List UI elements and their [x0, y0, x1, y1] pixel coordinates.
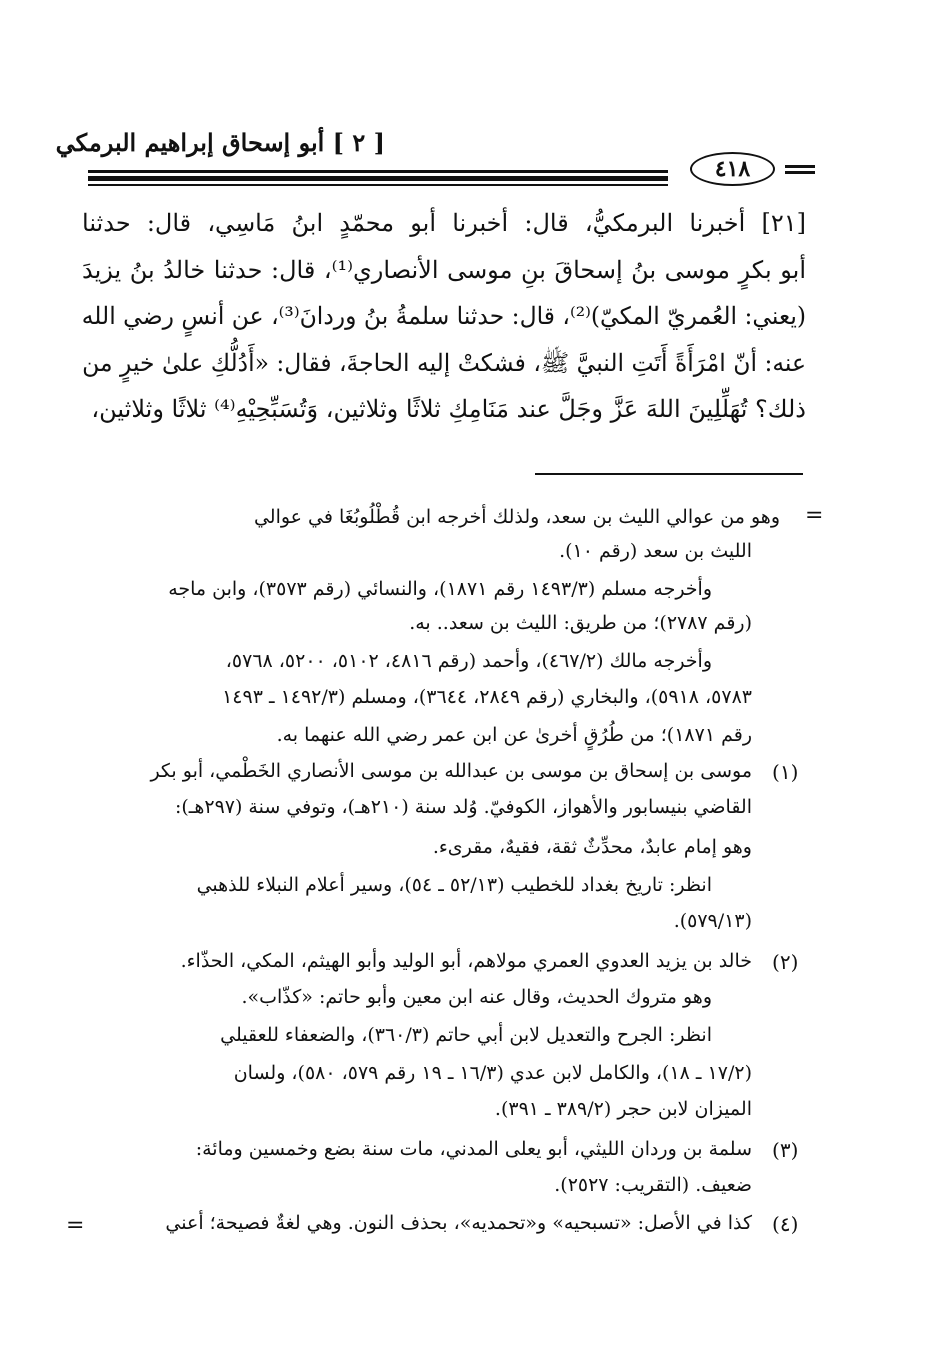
main-text [82, 200, 806, 433]
footnote-line: القاضي بنيسابور والأهواز، الكوفيّ. وُلد سنة (٢١٠هـ)، وتوفي سنة (٢٩٧هـ): [174, 796, 752, 818]
footnote-line: وأخرجه مسلم (١٤٩٣/٣ رقم ١٨٧١)، والنسائي (رقم ٣٥٧٣)، وابن ماجه [168, 578, 712, 600]
main-text-line: أبو بكرٍ موسى بنُ إسحاقَ بنِ موسى الأنصاري⁽¹⁾، قال: حدثنا خالدُ بنُ يزيدَ [82, 255, 807, 284]
main-text-line: عنه: أنّ امْرَأَةً أَتَتِ النبيَّ ﷺ، فشكتْ إليه الحاجةَ، فقال: «أَدُلُّكِ علىٰ خيرٍ من [82, 348, 806, 377]
footnote-line: ضعيف. (التقريب: ٢٥٢٧). [554, 1174, 752, 1196]
page-number-dash-top [785, 165, 815, 168]
footnote-marker-3: (٣) [772, 1138, 799, 1162]
running-header-title: [ ٢ ] أبو إسحاق إبراهيم البرمكي [55, 128, 385, 157]
footnote-marker-2: (٢) [772, 950, 799, 974]
header-rule-top [88, 170, 668, 173]
footnote-line: (٥٧٩/١٣). [673, 910, 752, 932]
footnote-continuation-mark: = [805, 503, 824, 528]
footnote-marker-1: (١) [772, 760, 799, 784]
main-text-line: ذلك؟ تُهَلِّلِينَ اللهَ عَزَّ وجَلَّ عند مَنَامِكِ ثلاثًا وثلاثين، وَتُسَبِّحِيْهِ⁽⁴⁾ ثلاثًا وثلاثين، [91, 395, 806, 423]
footnote-line: انظر: الجرح والتعديل لابن أبي حاتم (٣٦٠/٣)، والضعفاء للعقيلي [220, 1024, 712, 1046]
page-number-dash-bottom [785, 171, 815, 174]
footnote-line: وهو من عوالي الليث بن سعد، ولذلك أخرجه ابن قُطْلُوبُغَا في عوالي [253, 506, 780, 528]
main-text-line: (يعني: العُمريّ المكيّ)⁽²⁾، قال: حدثنا سلمةُ بنُ وردانَ⁽³⁾، عن أنسٍ رضي الله [81, 302, 806, 330]
footnote-line: (رقم ٢٧٨٧)؛ من طريق: الليث بن سعد.. به. [409, 612, 752, 634]
header-rule-thick [88, 176, 668, 181]
footnote-line: خالد بن يزيد العدوي العمري مولاهم، أبو الوليد وأبو الهيثم، المكي، الحذّاء. [180, 950, 752, 972]
footnote-line: رقم ١٨٧١)؛ من طُرُقٍ أخرىٰ عن ابن عمر رضي الله عنهما به. [276, 724, 752, 746]
footnote-line: الليث بن سعد (رقم ١٠). [559, 540, 752, 562]
footnote-line: (١٧/٢ ـ ١٨)، والكامل لابن عدي (١٦/٣ ـ ١٩ رقم ٥٧٩، ٥٨٠)، ولسان [233, 1062, 752, 1084]
footnote-line: موسى بن إسحاق بن موسى بن عبدالله بن موسى الأنصاري الخَطْمي، أبو بكر [150, 760, 752, 782]
footnote-line: انظر: تاريخ بغداد للخطيب (٥٢/١٣ ـ ٥٤)، وسير أعلام النبلاء للذهبي [196, 874, 712, 896]
footnote-marker-4: (٤) [772, 1212, 799, 1236]
footnote-line: سلمة بن وردان الليثي، أبو يعلى المدني، مات سنة بضع وخمسين ومائة: [195, 1138, 752, 1160]
footnote-line: وأخرجه مالك (٤٦٧/٢)، وأحمد (رقم ٤٨١٦، ٥١٠٢، ٥٢٠٠، ٥٧٦٨، [225, 650, 712, 672]
page-number: ٤١٨ [714, 156, 751, 182]
footnote-separator [535, 473, 803, 475]
header-rule-bottom [88, 184, 668, 186]
footnote-line: كذا في الأصل: «تسبحيه» و«تحمديه»، بحذف النون. وهي لغةٌ فصيحة؛ أعني [165, 1212, 752, 1234]
footnote-line: وهو متروك الحديث، وقال عنه ابن معين وأبو حاتم: «كذّاب». [241, 986, 712, 1008]
footnote-line: ٥٧٨٣، ٥٩١٨)، والبخاري (رقم ٢٨٤٩، ٣٦٤٤)، ومسلم (١٤٩٢/٣ ـ ١٤٩٣ [222, 686, 752, 708]
footnote-line: الميزان لابن حجر (٣٨٩/٢ ـ ٣٩١). [494, 1098, 752, 1120]
footnote-line: وهو إمام عابدٌ، محدِّثٌ ثقة، فقيهٌ، مقرىء. [432, 836, 752, 858]
main-text-line: [٢١] أخبرنا البرمكيُّ، قال: أخبرنا أبو محمّدٍ ابنُ مَاسِي، قال: حدثنا [82, 209, 806, 237]
page-number-badge [690, 152, 775, 186]
footnote-end-continuation-mark: = [66, 1213, 85, 1238]
